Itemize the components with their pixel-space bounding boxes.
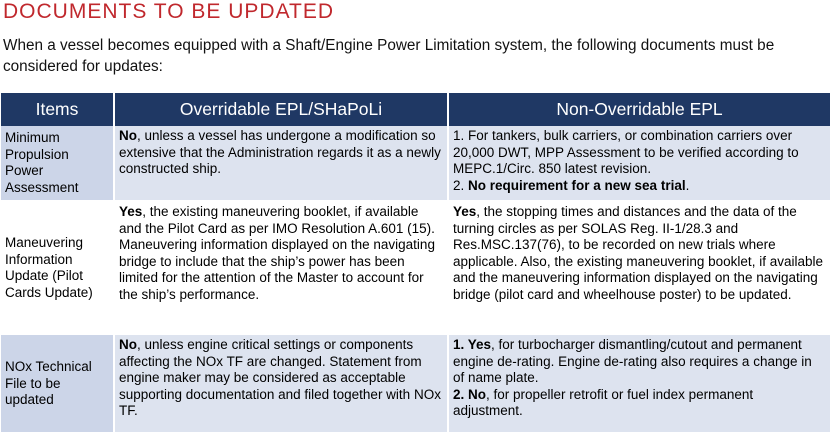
non-overridable-point-1 <box>453 337 826 387</box>
overridable-cell <box>114 201 448 334</box>
overridable-verdict: No <box>119 337 137 352</box>
overridable-text: , the existing maneuvering booklet, if available and the Pilot Card as per IMO Resolution A.601 (15). Maneuvering information displayed on the navigating bridge to include that the ship’s power has been limited for the attention of the Master to account for the ship’s performance. <box>119 204 435 302</box>
header-items: Items <box>1 93 114 126</box>
non-overridable-cell <box>448 126 830 201</box>
point-text: , for turbocharger dismantling/cutout and permanent engine de-rating. Engine de-rating also requires a change in of name plate. <box>453 337 812 385</box>
overridable-verdict: No <box>119 128 137 143</box>
table-row <box>1 201 830 334</box>
table-row <box>1 126 830 201</box>
non-overridable-point-2 <box>453 387 826 420</box>
point-bold: 2. No <box>453 386 487 402</box>
non-overridable-text: , the stopping times and distances and the data of the turning circles as per SOLAS Reg. II-1/28.3 and Res.MSC.137(76), to be recorded on new trials where applicable. Also, the existing maneuvering booklet, if available and the maneuvering information displayed on the navigating bridge (pilot card and wheelhouse poster) to be updated. <box>453 204 823 302</box>
intro-paragraph: When a vessel becomes equipped with a Shaft/Engine Power Limitation system, the following documents must be considered for updates: <box>3 37 775 75</box>
overridable-cell <box>114 126 448 201</box>
item-cell: Maneuvering Information Update (Pilot Cards Update) <box>1 201 114 334</box>
point-suffix: . <box>685 177 690 193</box>
documents-table <box>1 93 830 434</box>
header-non-overridable: Non-Overridable EPL <box>448 93 830 126</box>
table-row <box>1 334 830 433</box>
page-title: DOCUMENTS TO BE UPDATED <box>3 0 335 23</box>
non-overridable-verdict: Yes <box>453 204 477 219</box>
non-overridable-point-1: 1. For tankers, bulk carriers, or combination carriers over 20,000 DWT, MPP Assessment to be verified according to MEPC.1/Circ. 850 latest revision. <box>453 128 799 176</box>
item-cell: NOx Technical File to be updated <box>1 334 114 433</box>
point-bold: No requirement for a new sea trial <box>468 177 686 193</box>
header-overridable: Overridable EPL/SHaPoLi <box>114 93 448 126</box>
item-cell: Minimum Propulsion Power Assessment <box>1 126 114 201</box>
non-overridable-cell <box>448 201 830 334</box>
non-overridable-point-2 <box>453 178 826 195</box>
table-header-row <box>1 93 830 126</box>
point-bold: 1. Yes <box>453 337 492 352</box>
overridable-text: , unless engine critical settings or components affecting the NOx TF are changed. Statement from engine maker may be considered as acceptable supporting documentation and filed together with NOx TF. <box>119 337 441 418</box>
point-prefix: 2. <box>453 177 469 193</box>
overridable-cell <box>114 334 448 433</box>
overridable-verdict: Yes <box>119 204 143 219</box>
point-text: , for propeller retrofit or fuel index permanent adjustment. <box>453 386 754 418</box>
overridable-text: , unless a vessel has undergone a modification so extensive that the Administration regards it as a newly constructed ship. <box>119 128 441 176</box>
non-overridable-cell <box>448 334 830 433</box>
